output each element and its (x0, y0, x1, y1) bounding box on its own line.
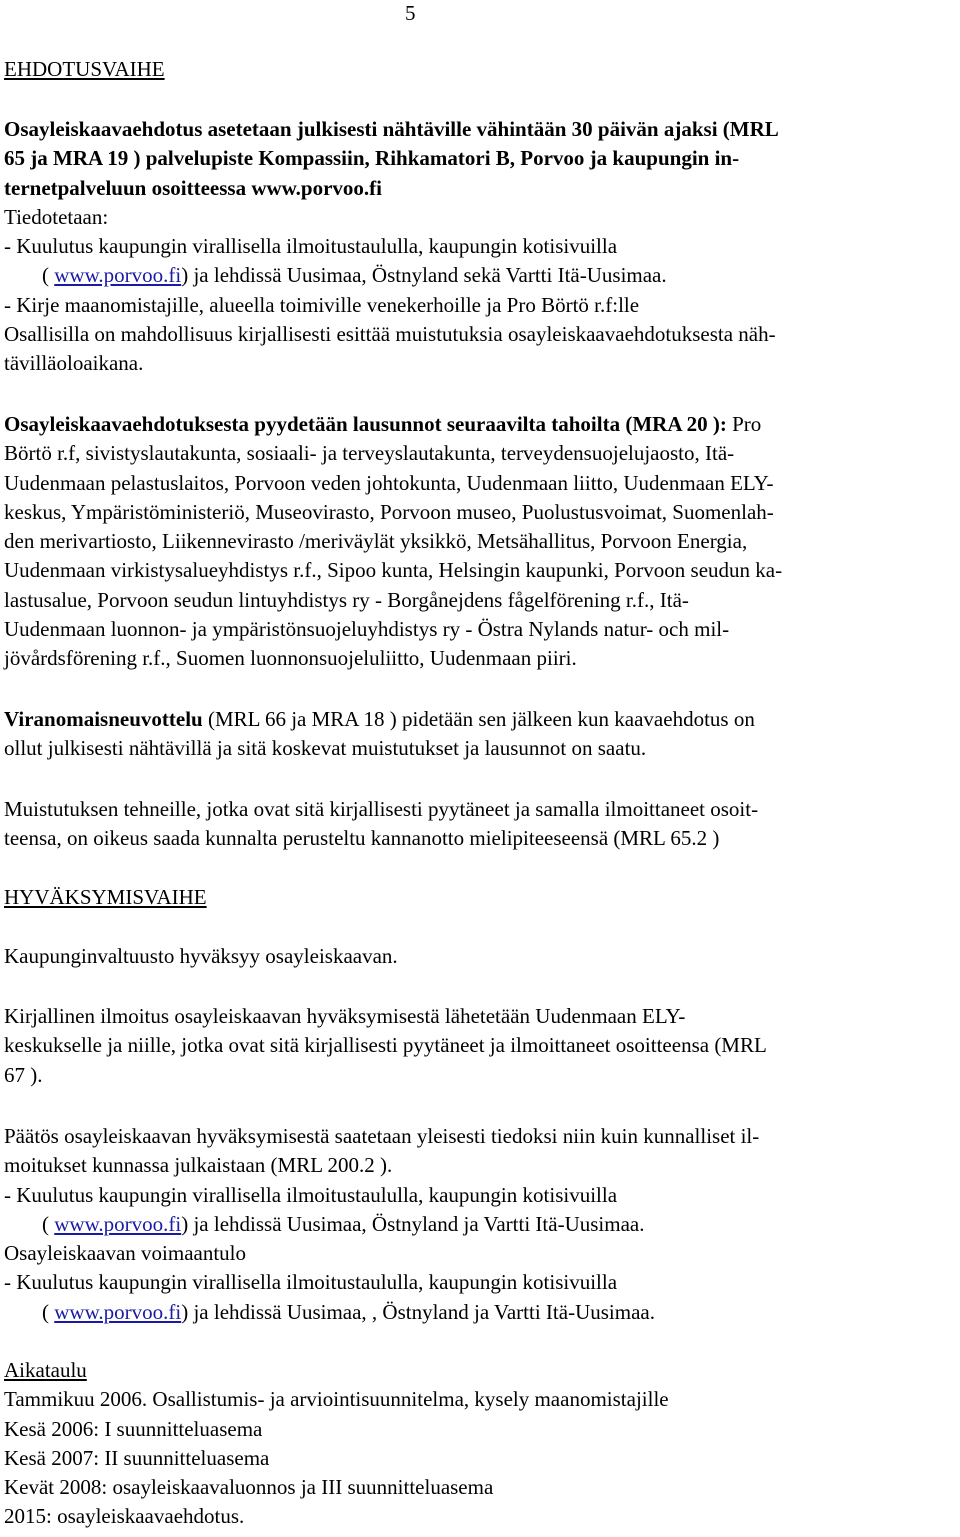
bullet-kuulutus-continued (4, 1210, 944, 1239)
viranomais-section (4, 705, 944, 764)
lausunnot-line (4, 410, 944, 439)
voimaantulo-label: Osayleiskaavan voimaantulo (4, 1241, 247, 1266)
viranomais-line: ollut julkisesti nähtävillä ja sitä koskevat muistutukset ja lausunnot on saatu. (4, 736, 647, 761)
bullet-kuulutus: - Kuulutus kaupungin virallisella ilmoitustaululla, kaupungin kotisivuilla (4, 1182, 618, 1207)
lausunnot-line: Uudenmaan luonnon- ja ympäristönsuojeluyhdistys ry - Östra Nylands natur- och mil- (4, 617, 730, 642)
bullet-text: ) ja lehdissä Uusimaa, Östnyland sekä Vartti Itä-Uusimaa. (181, 263, 667, 288)
hyvaksymis-para: keskukselle ja niille, jotka ovat sitä kirjallisesti pyytäneet ja ilmoittaneet osoitteensa (MRL (4, 1033, 767, 1058)
aikataulu-item: Kevät 2008: osayleiskaavaluonnos ja III suunnitteluasema (4, 1475, 494, 1500)
bullet-text: ) ja lehdissä Uusimaa, , Östnyland ja Vartti Itä-Uusimaa. (181, 1299, 655, 1324)
lausunnot-line: Uudenmaan virkistysalueyhdistys r.f., Sipoo kunta, Helsingin kaupunki, Porvoon seudun ka- (4, 558, 783, 583)
viranomais-line (4, 705, 944, 734)
paren-open: ( (42, 263, 55, 288)
porvoo-link[interactable]: www.porvoo.fi (54, 263, 182, 288)
aikataulu-item: Tammikuu 2006. Osallistumis- ja arviointisuunnitelma, kysely maanomistajille (4, 1387, 669, 1412)
osallisilla-line: Osallisilla on mahdollisuus kirjallisesti esittää muistutuksia osayleiskaavaehdotuksesta näh- (4, 322, 776, 347)
paren-open: ( (42, 1211, 55, 1236)
lausunnot-line: lastusalue, Porvoon seudun lintuyhdistys ry - Borgånejdens fågelförening r.f., Itä- (4, 587, 689, 612)
tiedotetaan-label: Tiedotetaan: (4, 204, 109, 229)
intro-line: Osayleiskaavaehdotus asetetaan julkisesti nähtäville vähintään 30 päivän ajaksi (MRL (4, 117, 779, 141)
lausunnot-line: keskus, Ympäristöministeriö, Museovirasto, Porvoon museo, Puolustusvoimat, Suomenlah- (4, 499, 774, 524)
intro-line: 65 ja MRA 19 ) palvelupiste Kompassiin, Rihkamatori B, Porvoo ja kaupungin in- (4, 146, 740, 171)
hyvaksymis-para2-block (4, 1002, 944, 1090)
lausunnot-line: Uudenmaan pelastuslaitos, Porvoon veden johtokunta, Uudenmaan liitto, Uudenmaan ELY- (4, 470, 774, 495)
lausunnot-rest: Pro (726, 412, 762, 436)
viranomais-rest: (MRL 66 ja MRA 18 ) pidetään sen jälkeen kun kaavaehdotus on (202, 707, 755, 731)
bullet-text: ) ja lehdissä Uusimaa, Östnyland ja Vartti Itä-Uusimaa. (181, 1211, 645, 1236)
hyvaksymis-para: Kirjallinen ilmoitus osayleiskaavan hyväksymisestä lähetetään Uudenmaan ELY- (4, 1004, 686, 1028)
muistutuksen-line: teensa, on oikeus saada kunnalta perusteltu kannanotto mielipiteeseensä (MRL 65.2 ) (4, 826, 720, 851)
bullet-kuulutus: - Kuulutus kaupungin virallisella ilmoitustaululla, kaupungin kotisivuilla (4, 234, 618, 259)
lausunnot-bold: Osayleiskaavaehdotuksesta pyydetään lausunnot seuraavilta tahoilta (MRA 20 ): (4, 412, 727, 436)
hyvaksymis-para: moitukset kunnassa julkaistaan (MRL 200.2 ). (4, 1153, 393, 1178)
paren-open: ( (42, 1299, 55, 1324)
lausunnot-line: den merivartiosto, Liikennevirasto /meriväylät yksikkö, Metsähallitus, Porvoon Energia, (4, 529, 748, 554)
lausunnot-section (4, 410, 944, 674)
aikataulu-heading: Aikataulu (4, 1358, 87, 1382)
porvoo-link[interactable]: www.porvoo.fi (54, 1211, 182, 1236)
bullet-kirje: - Kirje maanomistajille, alueella toimiville venekerhoille ja Pro Börtö r.f:lle (4, 292, 640, 317)
lausunnot-line: jövårdsförening r.f., Suomen luonnonsuojeluliitto, Uudenmaan piiri. (4, 646, 577, 671)
muistutuksen-line: Muistutuksen tehneille, jotka ovat sitä kirjallisesti pyytäneet ja samalla ilmoittaneet osoit- (4, 797, 759, 821)
hyvaksymis-para: Päätös osayleiskaavan hyväksymisestä saatetaan yleisesti tiedoksi niin kuin kunnalliset il- (4, 1124, 760, 1148)
aikataulu-item: 2015: osayleiskaavaehdotus. (4, 1504, 245, 1529)
viranomais-bold: Viranomaisneuvottelu (4, 707, 203, 731)
hyvaksymisvaihe-heading: HYVÄKSYMISVAIHE (4, 885, 207, 909)
hyvaksymisvaihe-heading-block (4, 883, 944, 912)
osallisilla-line: tävilläoloaikana. (4, 351, 144, 376)
ehdotusvaihe-section (4, 115, 944, 379)
hyvaksymis-para3-block (4, 1122, 944, 1327)
porvoo-link[interactable]: www.porvoo.fi (54, 1299, 182, 1324)
muistutuksen-section (4, 795, 944, 854)
hyvaksymis-para: Kaupunginvaltuusto hyväksyy osayleiskaavan. (4, 944, 398, 968)
aikataulu-section (4, 1356, 944, 1532)
bullet-kuulutus-continued (4, 1298, 944, 1327)
bullet-kuulutus-continued (4, 261, 944, 290)
ehdotusvaihe-heading-block (4, 55, 944, 84)
lausunnot-line: Börtö r.f, sivistyslautakunta, sosiaali- ja terveyslautakunta, terveydensuojelujaosto, Itä- (4, 441, 735, 466)
hyvaksymis-para: 67 ). (4, 1062, 43, 1087)
intro-line: ternetpalveluun osoitteessa www.porvoo.fi (4, 175, 382, 200)
hyvaksymis-para1-block (4, 942, 944, 971)
aikataulu-item: Kesä 2006: I suunnitteluasema (4, 1416, 263, 1441)
bullet-kuulutus: - Kuulutus kaupungin virallisella ilmoitustaululla, kaupungin kotisivuilla (4, 1270, 618, 1295)
ehdotusvaihe-heading: EHDOTUSVAIHE (4, 57, 165, 81)
page-number: 5 (405, 1, 416, 25)
aikataulu-item: Kesä 2007: II suunnitteluasema (4, 1445, 270, 1470)
